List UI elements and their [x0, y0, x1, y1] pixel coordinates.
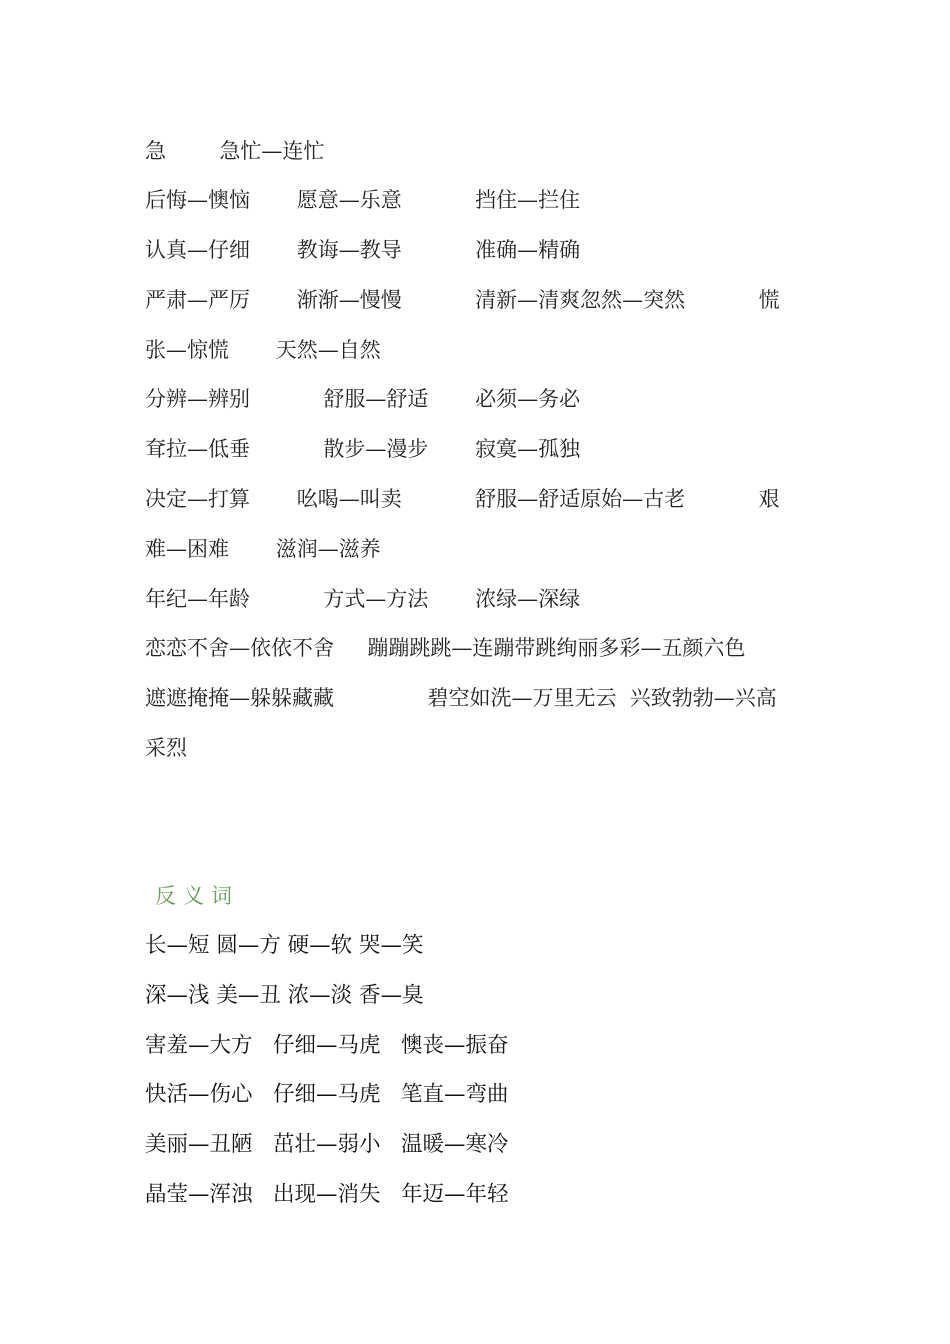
synonym-line: 遮遮掩掩—躲躲藏藏 碧空如洗—万里无云 兴致勃勃—兴高 — [145, 686, 777, 710]
antonym-line: 害羞—大方 仔细—马虎 懊丧—振奋 — [145, 1033, 509, 1058]
synonym-line: 年纪—年龄 方式—方法 浓绿—深绿 — [145, 587, 581, 611]
antonym-line: 晶莹—浑浊 出现—消失 年迈—年轻 — [145, 1182, 509, 1207]
antonyms-heading: 反义词 — [155, 884, 239, 908]
synonym-line: 恋恋不舍—依依不舍 蹦蹦跳跳—连蹦带跳绚丽多彩—五颜六色 — [145, 636, 746, 660]
synonym-line: 决定—打算 吆喝—叫卖 舒服—舒适原始—古老 艰 — [145, 487, 780, 511]
synonym-line: 张—惊慌 天然—自然 — [145, 338, 381, 362]
synonym-line: 耷拉—低垂 散步—漫步 寂寞—孤独 — [145, 437, 581, 461]
antonym-line: 快活—伤心 仔细—马虎 笔直—弯曲 — [145, 1082, 509, 1107]
antonym-line: 深—浅 美—丑 浓—淡 香—臭 — [145, 983, 424, 1008]
synonym-line: 严肃—严厉 渐渐—慢慢 清新—清爽忽然—突然 慌 — [145, 288, 780, 312]
antonym-line: 美丽—丑陋 茁壮—弱小 温暖—寒冷 — [145, 1132, 509, 1157]
synonym-line: 分辨—辨别 舒服—舒适 必须—务必 — [145, 387, 581, 411]
synonym-line: 难—困难 滋润—滋养 — [145, 537, 381, 561]
synonym-line: 急 急忙—连忙 — [145, 139, 325, 163]
antonym-line: 长—短 圆—方 硬—软 哭—笑 — [145, 933, 424, 958]
synonym-line: 后悔—懊恼 愿意—乐意 挡住—拦住 — [145, 188, 581, 212]
synonym-line: 采烈 — [145, 736, 187, 760]
synonym-line: 认真—仔细 教诲—教导 准确—精确 — [145, 238, 581, 262]
